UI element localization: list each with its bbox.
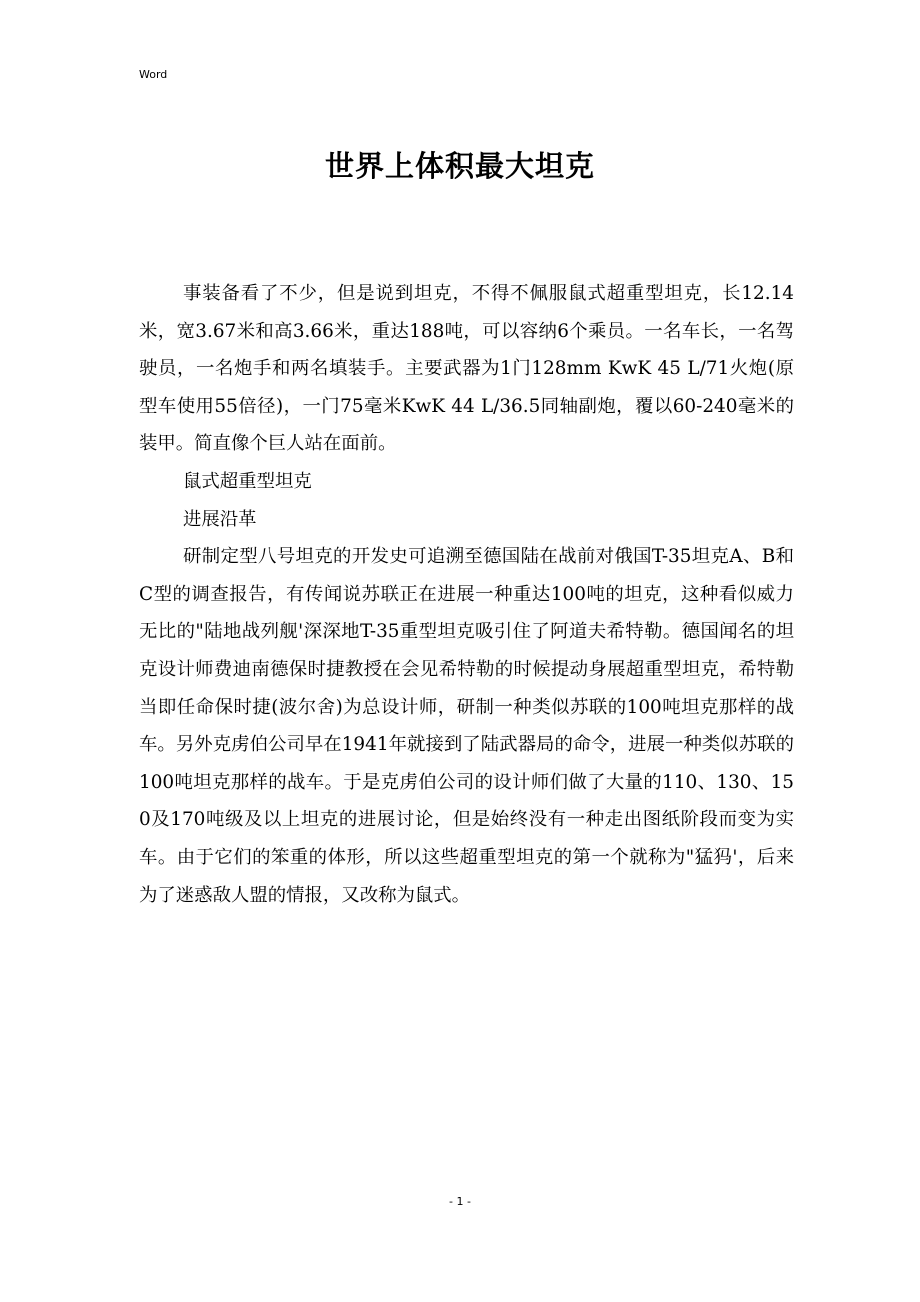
header-label: Word: [139, 68, 168, 81]
paragraph-history: 研制定型八号坦克的开发史可追溯至德国陆在战前对俄国T-35坦克A、B和C型的调查报告，有传闻说苏联正在进展一种重达100吨的坦克，这种看似威力无比的"陆地战列舰'深深地T-35重型坦克吸引住了阿道夫希特勒。德国闻名的坦克设计师费迪南德保时捷教授在会见希特勒的时候提动身展超重型坦克，希特勒当即任命保时捷(波尔舍)为总设计师，研制一种类似苏联的100吨坦克那样的战车。另外克虏伯公司早在1941年就接到了陆武器局的命令，进展一种类似苏联的100吨坦克那样的战车。于是克虏伯公司的设计师们做了大量的110、130、150及170吨级及以上坦克的进展讨论，但是始终没有一种走出图纸阶段而变为实车。由于它们的笨重的体形，所以这些超重型坦克的第一个就称为"猛犸'，后来为了迷惑敌人盟的情报，又改称为鼠式。: [139, 546, 794, 906]
document-body: [139, 275, 794, 914]
document-title: 世界上体积最大坦克: [324, 149, 595, 183]
paragraph-subheading-mouse: 鼠式超重型坦克: [183, 470, 312, 492]
page-number: - 1 -: [449, 1195, 471, 1208]
paragraph-subheading-history: 进展沿革: [183, 508, 257, 530]
paragraph-intro: 事装备看了不少，但是说到坦克，不得不佩服鼠式超重型坦克，长12.14米，宽3.67米和高3.66米，重达188吨，可以容纳6个乘员。一名车长，一名驾驶员，一名炮手和两名填装手。主要武器为1门128mm KwK 45 L/71火炮(原型车使用55倍径)，一门75毫米KwK 44 L/36.5同轴副炮，覆以60-240毫米的装甲。简直像个巨人站在面前。: [139, 283, 794, 455]
